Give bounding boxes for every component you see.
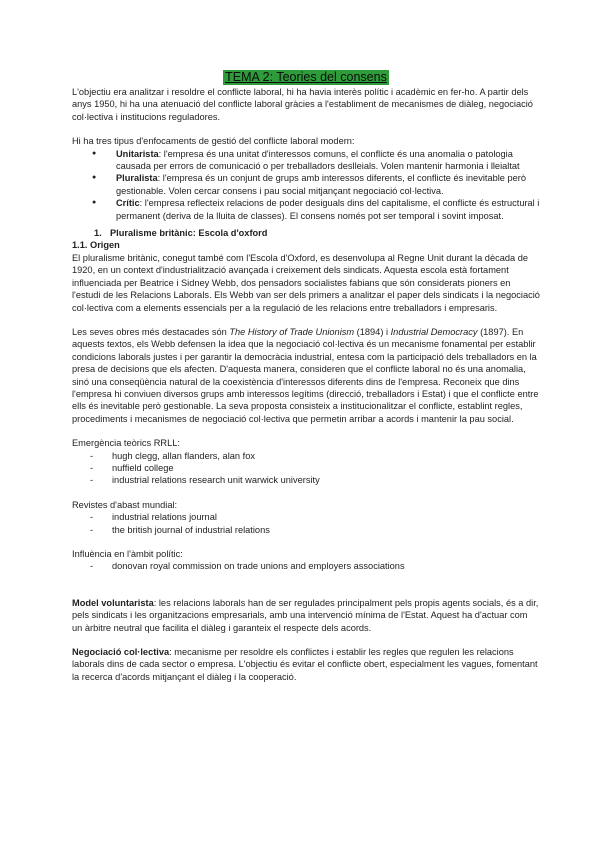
list-item: - the british journal of industrial relations bbox=[112, 524, 540, 536]
approach-text: : l'empresa és una unitat d'interessos comuns, el conflicte és una anomalia o patologia causada per errors de comunicació o per treballadors deslleials. Volen mantenir harmonia i lleialtat bbox=[116, 148, 520, 172]
list-item: - nuffield college bbox=[112, 462, 540, 474]
list-item: - industrial relations journal bbox=[112, 511, 540, 523]
section-number: 1. bbox=[94, 228, 102, 239]
works-paragraph bbox=[72, 326, 540, 425]
approach-term: Unitarista bbox=[116, 148, 159, 159]
book-title: Industrial Democracy bbox=[390, 326, 478, 337]
approaches-list bbox=[72, 148, 540, 222]
model-term: Model voluntarista bbox=[72, 597, 154, 608]
list-item bbox=[116, 148, 540, 173]
approach-term: Pluralista bbox=[116, 173, 158, 184]
origen-paragraph: El pluralisme britànic, conegut també com l'Escola d'Oxford, es desenvolupa al Regne Unit durant la dècada de 1920, en un context d'industrialització avançada i creixement dels sindicats. Aquesta escola està fortament influenciada per Beatrice i Sidney Webb, dos pensadors socialistes fabians que són considerats pioners en l'estudi de les Relacions Laborals. Els Webb van ser dels primers a analitzar el paper dels sindicats i la negociació col·lectiva com a elements essencials per a la regulació de les relacions entre treballadors i empresaris. bbox=[72, 252, 540, 313]
revistes-list bbox=[72, 511, 540, 536]
list-item bbox=[116, 172, 540, 197]
intro-paragraph: L'objectiu era analitzar i resoldre el conflicte laboral, hi ha havia interès polític i acadèmic en fer-ho. A partir dels anys 1950, hi ha una atenuació del conflicte laboral gràcies a l'establiment de mecanismes de diàleg, negociació col·lectiva i institucions reguladores. bbox=[72, 87, 533, 122]
negociacio-term: Negociació col·lectiva bbox=[72, 647, 170, 658]
section-heading bbox=[72, 227, 540, 239]
list-item: - industrial relations research unit warwick university bbox=[112, 474, 540, 486]
influencia-list bbox=[72, 560, 540, 572]
book-title: The History of Trade Unionism bbox=[229, 326, 355, 337]
title-wrap bbox=[72, 70, 540, 85]
list-item: - hugh clegg, allan flanders, alan fox bbox=[112, 450, 540, 462]
subsection-heading: 1.1. Origen bbox=[72, 240, 120, 251]
model-text: : les relacions laborals han de ser regulades principalment pels propis agents socials, és a dir, pels sindicats i les organitzacions empresarials, amb una intervenció mínima de l'Estat. Aquest ha d'actuar com un àrbitre neutral que facilita el diàleg i garanteix el respecte dels acords. bbox=[72, 597, 539, 633]
approaches-intro: Hi ha tres tipus d'enfocaments de gestió del conflicte laboral modern: bbox=[72, 136, 355, 147]
approach-text: : l'empresa reflecteix relacions de poder desiguals dins del capitalisme, el conflicte és estructural i permanent (deriva de la lluita de classes). El consens només pot ser temporal i sovint imposat. bbox=[116, 198, 540, 221]
works-text: Les seves obres més destacades són bbox=[72, 326, 230, 337]
list-item: - donovan royal commission on trade unions and employers associations bbox=[112, 560, 540, 572]
approach-term: Crític bbox=[116, 198, 140, 209]
revistes-label: Revistes d'abast mundial: bbox=[72, 499, 178, 510]
emergencia-label: Emergència teòrics RRLL: bbox=[72, 438, 180, 449]
emergencia-list bbox=[72, 450, 540, 487]
negociacio-text: : mecanisme per resoldre els conflictes i establir les regles que regulen les relacions laborals dins de cada sector o empresa. L'objectiu és evitar el conflicte obert, especialment les vagues, fomentant la recerca d'acords mitjançant el diàleg i la cooperació. bbox=[72, 647, 538, 682]
approach-text: : l'empresa és un conjunt de grups amb interessos diferents, el conflicte és inevitable però gestionable. Volen cercar consens i pau social mitjançant negociació col·lectiva. bbox=[116, 173, 527, 196]
section-title: Pluralisme britànic: Escola d'oxford bbox=[110, 228, 268, 239]
works-text: (1897). En aquests textos, els Webb defensen la idea que la negociació col·lectiva és un mecanisme fonamental per establir condicions laborals justes i per garantir la democràcia industrial, entesa com la participació dels treballadors en la presa de decisions que els afecten. D'aquesta manera, consideren que el conflicte laboral no és una anomalia, sinó una conseqüència natural de la coexistència d'interessos diferents dins de l'empresa. Reconeix que dins l'empresa hi conviuen diversos grups amb interessos legítims (direcció, treballadors i Estat) i que el conflicte entre ells és inevitable però gestionable. La seva proposta consisteix a institucionalitzar el conflicte, establint regles, procediments i mecanismes de negociació col·lectiva que permetin arribar a acords i mantenir la pau social. bbox=[72, 326, 539, 424]
page-title: TEMA 2: Teories del consens bbox=[225, 70, 387, 84]
negociacio-paragraph bbox=[72, 646, 540, 683]
influencia-label: Influència en l'àmbit polític: bbox=[72, 549, 183, 559]
model-paragraph bbox=[72, 597, 540, 634]
list-item bbox=[116, 197, 540, 222]
works-text: (1894) i bbox=[354, 326, 391, 337]
